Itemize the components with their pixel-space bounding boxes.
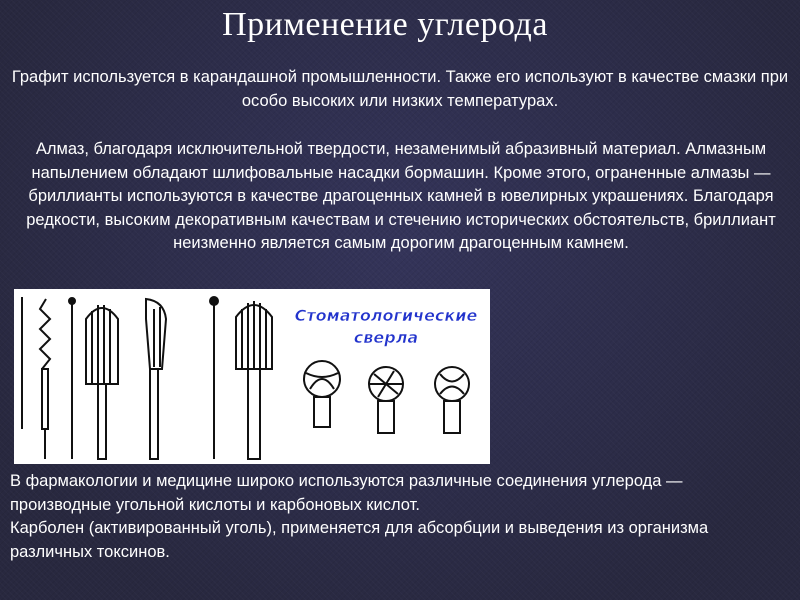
- drill-cylinder-bur: [86, 305, 118, 459]
- drill-round-bur-3: [435, 367, 469, 433]
- drill-round-bur-2: [369, 367, 403, 433]
- drill-cone-bur: [146, 299, 166, 459]
- dental-drills-image: [14, 289, 490, 464]
- medicine-paragraph-2: Карболен (активированный уголь), применяется для абсорбции и выведения из организма различных токсинов.: [10, 519, 709, 561]
- drill-rod: [69, 298, 75, 459]
- drill-barrel-bur: [236, 301, 272, 459]
- medicine-paragraph-1: В фармакологии и медицине широко используются различные соединения углерода — производные угольной кислоты и карбоновых кислот.: [10, 472, 683, 514]
- diamond-paragraph: Алмаз, благодаря исключительной твердости, незаменимый абразивный материал. Алмазным напылением обладают шлифовальные насадки бормашин. Кроме этого, ограненные алмазы — бриллианты используются в качестве драгоценных камней в ювелирных украшениях. Благодаря редкости, высоким декоративным качествам и стечению исторических обстоятельств, бриллиант неизменно является самым дорогим драгоценным камнем.: [26, 140, 776, 252]
- drill-ball-needle: [210, 297, 218, 459]
- graphite-paragraph: Графит используется в карандашной промышленности. Также его используют в качестве смазки при особо высоких или низких температурах.: [11, 68, 789, 110]
- figure-caption-line1: Стоматологические: [294, 306, 478, 325]
- slide-title: Применение углерода: [222, 6, 548, 43]
- drill-round-bur-1: [304, 361, 340, 427]
- figure-caption-line2: сверла: [353, 328, 419, 347]
- drill-twist: [40, 299, 50, 459]
- medicine-paragraph: [10, 470, 780, 564]
